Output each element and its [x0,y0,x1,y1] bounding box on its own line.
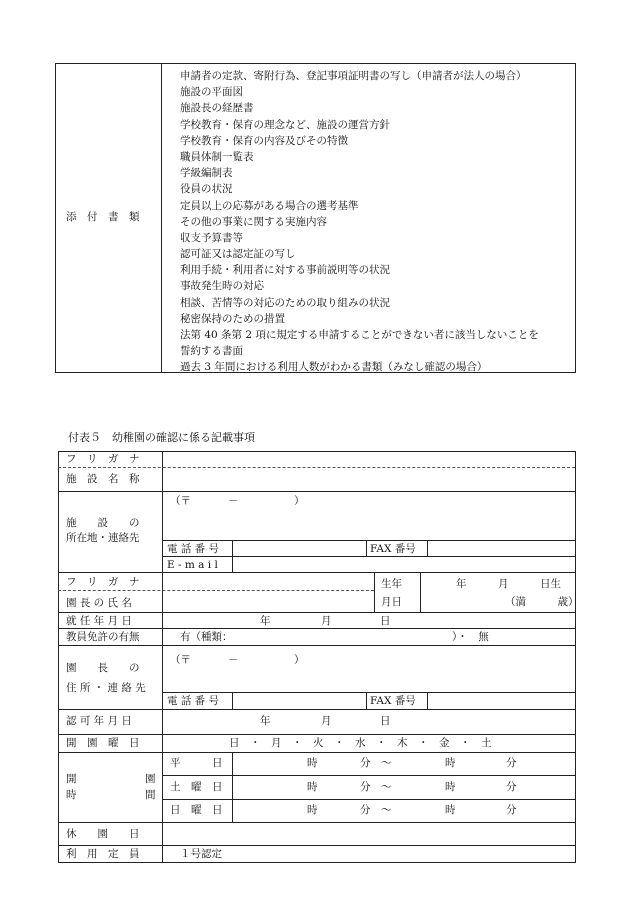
open-hours-label-4: 間 [145,789,156,801]
sunday-start-minute: 分 ～ [360,804,392,816]
attachment-item: 学校教育・保育の内容及びその特徴 [180,134,348,147]
open-hours-label-2: 園 [145,773,156,785]
fax-field[interactable] [428,541,574,556]
furigana-field[interactable] [163,452,574,467]
facility-name-field[interactable] [163,468,574,491]
open-hours-label-3: 時 [66,789,77,801]
principal-address-label-2: 住 所 ・ 連 絡 先 [66,682,146,694]
fax-label: FAX 番号 [370,543,416,555]
approval-year: 年 [260,715,271,727]
attachment-item: 利用手続・利用者に対する事前説明等の状況 [180,264,390,277]
phone-field[interactable] [233,541,365,556]
weekday-end-minute: 分 [506,757,517,769]
attachment-item: 相談、苦情等の対応のための取り組みの状況 [180,296,390,309]
furigana-label: フ リ ガ ナ [66,453,140,465]
attachment-item: 収支予算書等 [180,231,243,244]
weekday-start-minute: 分 ～ [360,757,392,769]
attachment-item: 施設長の経歴書 [180,102,254,115]
principal-fax-label: FAX 番号 [370,695,416,707]
principal-name-label: 園 長 の 氏 名 [66,597,132,609]
principal-phone-field[interactable] [233,693,365,709]
attachment-item: 学校教育・保育の理念など、施設の運営方針 [180,118,390,131]
closed-days-field[interactable] [163,823,574,845]
sunday-row-label: 日 曜 日 [170,804,223,816]
attachment-item: 事故発生時の対応 [180,280,264,293]
approval-label: 認 可 年 月 日 [66,715,132,727]
furigana2-label: フ リ ガ ナ [66,576,140,588]
principal-postal-dash: － [228,654,239,666]
attachment-item: 職員体制一覧表 [180,150,254,163]
license-value: 有（種類： [180,631,233,643]
postal-close: ） [294,495,305,507]
facility-address-label-2: 所在地・連絡先 [66,532,140,544]
postal-dash: － [228,495,239,507]
birth-date-text: 年 月 日生 [456,578,561,590]
saturday-end-minute: 分 [506,781,517,793]
saturday-row-label: 土 曜 日 [170,781,223,793]
birth-label-1: 生年 [381,578,402,590]
birth-label-2: 月日 [381,596,402,608]
sunday-start-hour: 時 [307,804,318,816]
attachment-item: 秘密保持のための措置 [180,312,285,325]
appointment-day: 日 [380,615,391,627]
weekday-end-hour: 時 [445,757,456,769]
principal-name-field[interactable] [163,573,373,612]
saturday-start-hour: 時 [307,781,318,793]
attachment-item: 過去 3 年間における利用人数がわかる書類（みなし確認の場合） [180,361,488,374]
age-text: （満 歳） [505,596,579,608]
attachment-item: 役員の状況 [180,183,233,196]
email-field[interactable] [233,557,574,572]
phone-label: 電 話 番 号 [167,543,220,555]
attachment-item: 施設の平面図 [180,86,243,99]
open-days-label: 開 園 曜 日 [66,737,140,749]
license-label: 教員免許の有無 [66,631,140,643]
attachment-item: その他の事業に関する実施内容 [180,215,327,228]
attachment-item: 申請者の定款、寄附行為、登記事項証明書の写し（申請者が法人の場合） [180,70,527,82]
saturday-start-minute: 分 ～ [360,781,392,793]
sunday-end-hour: 時 [445,804,456,816]
closed-days-label: 休 園 日 [66,828,140,840]
facility-name-label: 施 設 名 称 [66,473,140,485]
appointment-label: 就 任 年 月 日 [66,615,132,627]
facility-address-label-1: 施 設 の [66,517,140,529]
form-caption: 付表５ 幼稚園の確認に係る記載事項 [68,431,255,444]
principal-address-field[interactable] [163,646,574,692]
capacity-value: １号認定 [180,848,222,860]
appointment-month: 月 [321,615,332,627]
principal-postal-prefix: （〒 [170,654,191,666]
principal-fax-field[interactable] [428,693,574,709]
attachments-label: 添 付 書 類 [66,211,140,223]
facility-address-field[interactable] [163,492,574,539]
approval-month: 月 [321,715,332,727]
attachment-item: 学級編制表 [180,167,233,180]
principal-phone-label: 電 話 番 号 [167,695,220,707]
attachment-item: 定員以上の応募がある場合の選考基準 [180,199,359,212]
attachment-item: 誓約する書面 [180,345,243,358]
principal-postal-close: ） [294,654,305,666]
attachment-item: 法第 40 条第 2 項に規定する申請することができない者に該当しないことを [180,329,539,341]
license-tail: ）・ 無 [452,631,489,643]
weekday-start-hour: 時 [307,757,318,769]
saturday-end-hour: 時 [445,781,456,793]
postal-prefix: （〒 [170,495,191,507]
weekday-row-label: 平 日 [170,757,223,769]
attachment-item: 認可証又は認定証の写し [180,248,296,261]
attachment-list [180,68,539,376]
email-label: E - m a i l [167,559,218,571]
capacity-label: 利 用 定 員 [66,848,140,860]
sunday-end-minute: 分 [506,804,517,816]
open-hours-label-1: 開 [66,773,77,785]
principal-address-label-1: 園 長 の [66,662,140,674]
approval-day: 日 [380,715,391,727]
weekday-options: 日 ・ 月 ・ 火 ・ 水 ・ 木 ・ 金 ・ 土 [229,737,492,749]
appointment-year: 年 [260,615,271,627]
